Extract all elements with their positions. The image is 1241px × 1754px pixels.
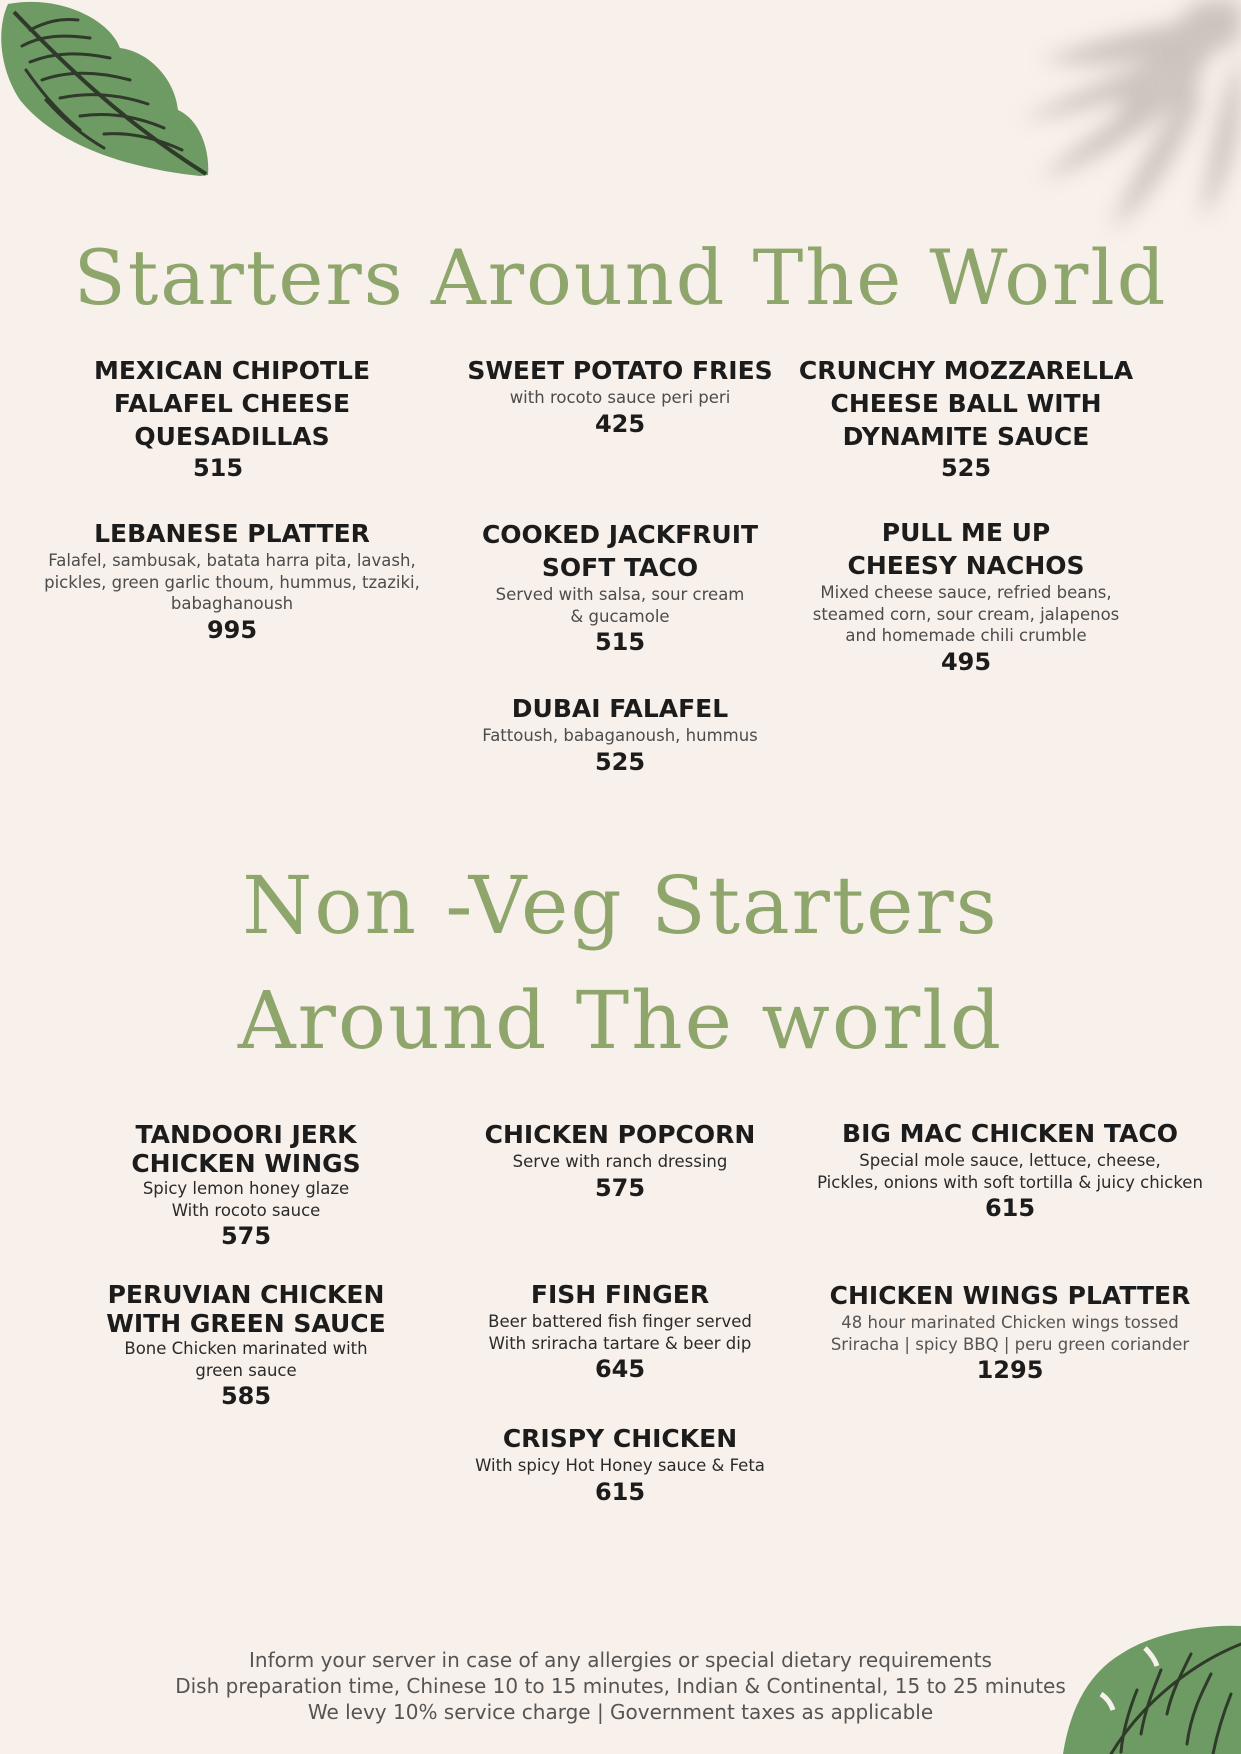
item-name: CHICKEN POPCORN [484, 1120, 756, 1149]
menu-item [796, 516, 1136, 677]
menu-item [460, 1118, 780, 1203]
item-description: Fattoush, babaganoush, hummus [482, 726, 758, 745]
item-name: PERUVIAN CHICKEN WITH GREEN SAUCE [106, 1280, 386, 1338]
item-price: 1295 [976, 1356, 1044, 1384]
item-name: COOKED JACKFRUIT SOFT TACO [481, 520, 759, 582]
section-title-starters: Starters Around The World [73, 233, 1168, 322]
item-name: CRUNCHY MOZZARELLA CHEESE BALL WITH DYNAMITE SAUCE [798, 356, 1134, 451]
item-description: Spicy lemon honey glaze With rocoto sauce [142, 1179, 350, 1220]
item-description: Serve with ranch dressing [512, 1152, 728, 1171]
item-price: 495 [940, 647, 992, 676]
item-name: BIG MAC CHICKEN TACO [842, 1119, 1178, 1148]
item-price: 575 [220, 1222, 272, 1250]
item-price: 525 [594, 747, 646, 776]
item-description: Bone Chicken marinated with green sauce [124, 1339, 368, 1380]
item-price: 615 [594, 1477, 646, 1506]
menu-item [96, 1280, 396, 1411]
item-name: PULL ME UP CHEESY NACHOS [847, 518, 1085, 580]
menu-item [460, 692, 780, 777]
menu-item [800, 1279, 1220, 1385]
item-name: SWEET POTATO FRIES [467, 356, 773, 385]
item-price: 615 [984, 1194, 1036, 1222]
leaf-icon [0, 0, 215, 180]
item-description: 48 hour marinated Chicken wings tossed Sriracha | spicy BBQ | peru green coriander [830, 1313, 1190, 1354]
item-description: Served with salsa, sour cream & gucamole [495, 585, 745, 626]
palm-shadow-icon [801, 0, 1241, 260]
item-price: 425 [594, 409, 646, 438]
menu-item [96, 1120, 396, 1251]
item-description: Mixed cheese sauce, refried beans, steamed corn, sour cream, jalapenos and homemade chili crumble [812, 583, 1120, 645]
item-name: TANDOORI JERK CHICKEN WINGS [131, 1120, 361, 1178]
item-name: CRISPY CHICKEN [502, 1424, 738, 1453]
item-description: With spicy Hot Honey sauce & Feta [475, 1456, 765, 1475]
menu-item [796, 354, 1136, 483]
section-title-non-veg [0, 848, 1241, 1078]
item-price: 575 [594, 1173, 646, 1202]
item-price: 515 [594, 628, 646, 656]
item-description: Falafel, sambusak, batata harra pita, lavash, pickles, green garlic thoum, hummus, tzaziki, babaghanoush [44, 551, 420, 613]
menu-item [460, 354, 780, 439]
item-price: 585 [220, 1382, 272, 1410]
section-title-line: Non -Veg Starters [242, 859, 999, 952]
section-title-line: Around The world [237, 974, 1004, 1067]
item-description: Special mole sauce, lettuce, cheese, Pickles, onions with soft tortilla & juicy chicken [817, 1151, 1203, 1192]
item-description: with rocoto sauce peri peri [509, 388, 731, 407]
item-name: MEXICAN CHIPOTLE FALAFEL CHEESE QUESADILLAS [93, 356, 371, 451]
item-name: CHICKEN WINGS PLATTER [829, 1281, 1191, 1310]
item-price: 645 [594, 1355, 646, 1383]
menu-item [800, 1117, 1220, 1223]
footer-notes [0, 1647, 1241, 1725]
footer-line: Inform your server in case of any allergies or special dietary requirements [249, 1648, 992, 1672]
menu-item [440, 1422, 800, 1507]
menu-item [18, 354, 446, 483]
menu-item [30, 517, 434, 645]
item-price: 995 [206, 615, 258, 644]
item-name: LEBANESE PLATTER [94, 519, 370, 548]
item-name: FISH FINGER [530, 1280, 710, 1309]
item-price: 525 [940, 454, 992, 482]
footer-line: We levy 10% service charge | Government taxes as applicable [307, 1700, 934, 1724]
menu-item [460, 1278, 780, 1384]
item-name: DUBAI FALAFEL [511, 694, 729, 723]
menu-item [460, 518, 780, 657]
item-price: 515 [192, 454, 244, 482]
item-description: Beer battered fish finger served With sriracha tartare & beer dip [488, 1312, 752, 1353]
footer-line: Dish preparation time, Chinese 10 to 15 minutes, Indian & Continental, 15 to 25 minutes [175, 1674, 1066, 1698]
